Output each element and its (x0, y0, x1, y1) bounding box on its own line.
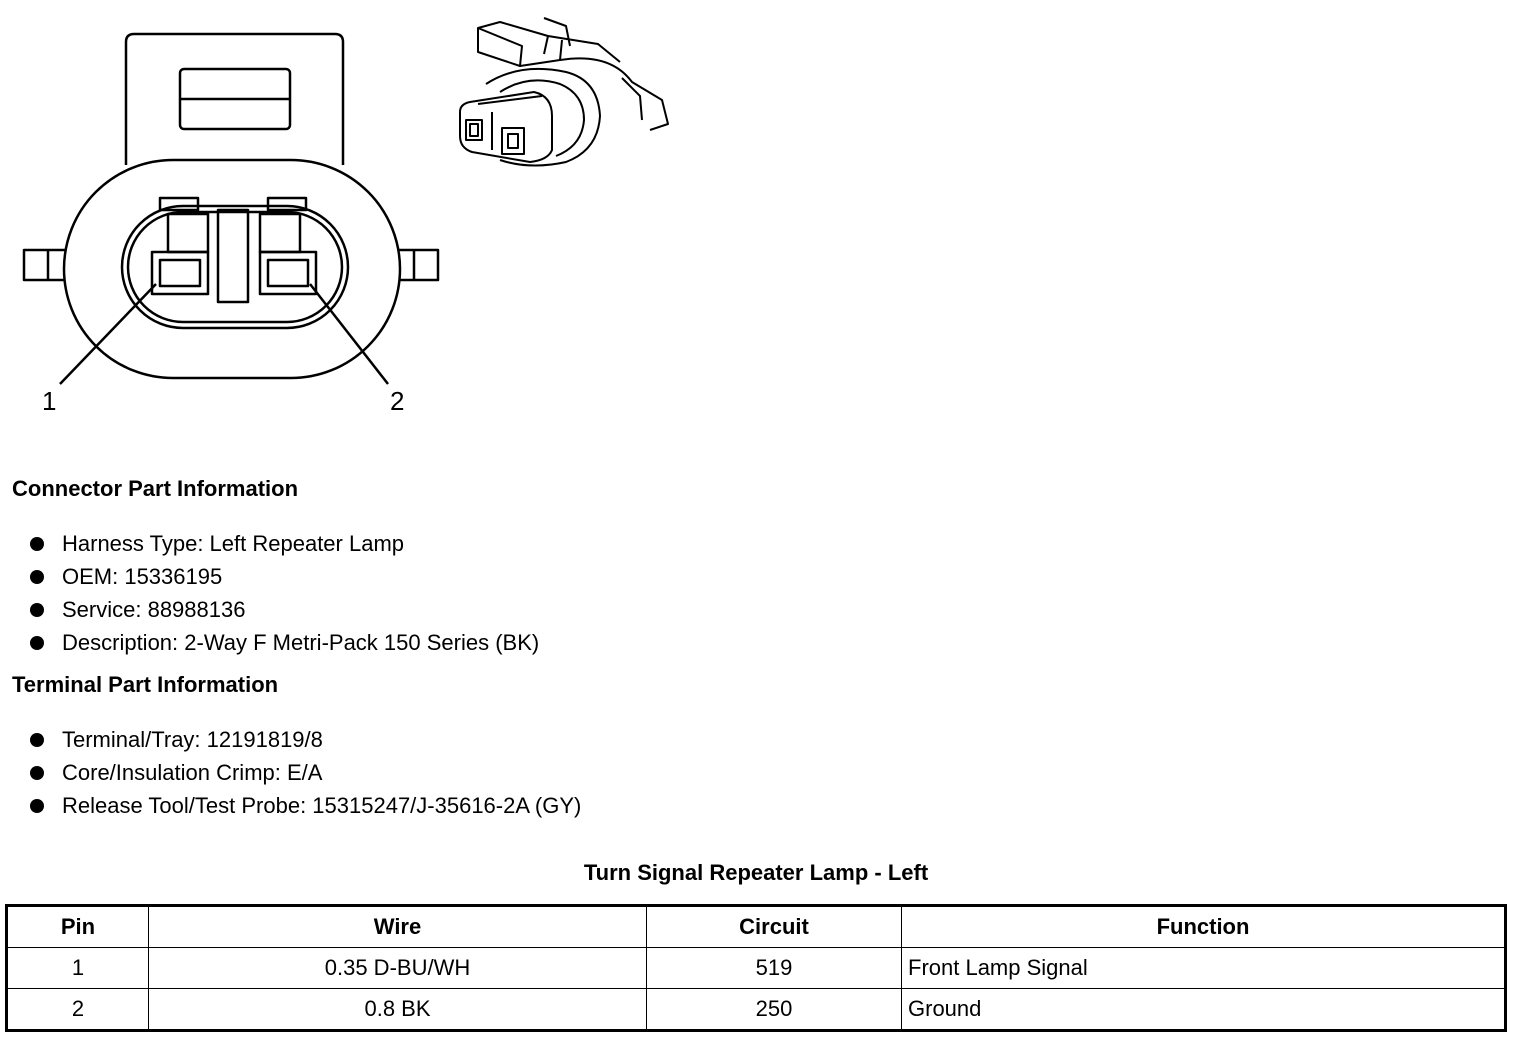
cell-circuit: 519 (647, 948, 902, 989)
pin-2-label: 2 (390, 386, 405, 416)
bullet-icon (30, 799, 44, 813)
terminal-part-info-list (0, 723, 581, 822)
list-item-text: Service: 88988136 (62, 597, 246, 622)
bullet-icon (30, 603, 44, 617)
list-item-text: Terminal/Tray: 12191819/8 (62, 727, 323, 752)
column-header-wire: Wire (149, 906, 647, 948)
list-item (0, 527, 539, 560)
list-item (0, 723, 581, 756)
bullet-icon (30, 733, 44, 747)
bullet-icon (30, 570, 44, 584)
pin-1-label: 1 (42, 386, 57, 416)
cell-wire: 0.8 BK (149, 989, 647, 1031)
list-item (0, 626, 539, 659)
cell-function: Front Lamp Signal (902, 948, 1506, 989)
cell-pin: 2 (7, 989, 149, 1031)
list-item (0, 756, 581, 789)
pin-table-title: Turn Signal Repeater Lamp - Left (583, 860, 929, 885)
list-item (0, 560, 539, 593)
list-item-text: Core/Insulation Crimp: E/A (62, 760, 323, 785)
connector-face-diagram (0, 0, 700, 440)
list-item (0, 789, 581, 822)
list-item-text: OEM: 15336195 (62, 564, 223, 589)
list-item-text: Release Tool/Test Probe: 15315247/J-35616-2A (GY) (62, 793, 582, 818)
connector-part-info-heading: Connector Part Information (12, 476, 299, 501)
cell-pin: 1 (7, 948, 149, 989)
column-header-pin: Pin (7, 906, 149, 948)
list-item-text: Description: 2-Way F Metri-Pack 150 Series (BK) (62, 630, 540, 655)
connector-part-info-list (0, 527, 539, 659)
table-row (7, 989, 1506, 1031)
table-row (7, 948, 1506, 989)
list-item-text: Harness Type: Left Repeater Lamp (62, 531, 405, 556)
connector-isometric-view (460, 18, 668, 166)
column-header-function: Function (902, 906, 1506, 948)
cell-circuit: 250 (647, 989, 902, 1031)
cell-function: Ground (902, 989, 1506, 1031)
bullet-icon (30, 537, 44, 551)
terminal-part-info-heading: Terminal Part Information (12, 672, 279, 697)
cell-wire: 0.35 D-BU/WH (149, 948, 647, 989)
column-header-circuit: Circuit (647, 906, 902, 948)
bullet-icon (30, 636, 44, 650)
pin-table (5, 904, 1507, 1032)
list-item (0, 593, 539, 626)
table-header-row (7, 906, 1506, 948)
bullet-icon (30, 766, 44, 780)
